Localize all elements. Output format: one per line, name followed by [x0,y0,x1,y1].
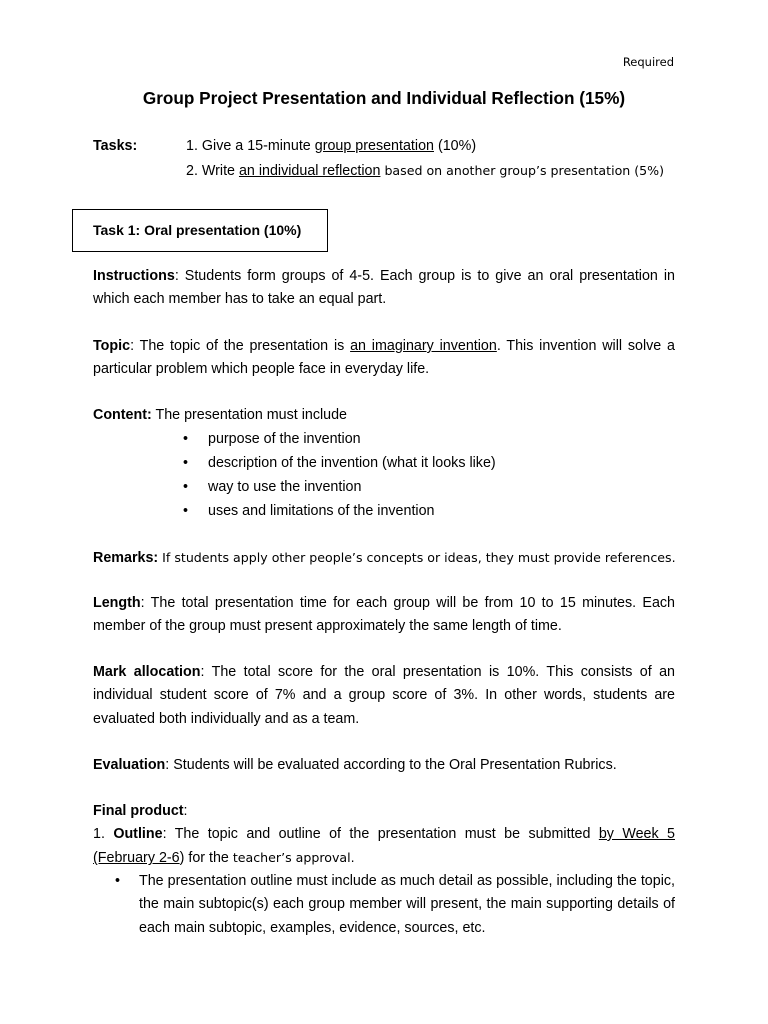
task1-box-label: Task 1: Oral presentation (10%) [93,222,302,238]
bullet-dot: • [183,503,189,519]
content-bullet-text: description of the invention (what it looks like) [208,455,496,471]
remarks-paragraph [93,546,676,570]
length-text: : The total presentation time for each group will be from 10 to 15 minutes. Each member of the group must present approximately the same length of time. [93,595,675,635]
topic-pre: : The topic of the presentation is [130,338,351,354]
tasks-heading: Tasks: [93,138,138,154]
outline-pre: : The topic and outline of the presentation must be submitted [162,826,599,842]
content-label: Content: [93,407,152,423]
content-paragraph [93,404,347,427]
task-2-prefix: 2. Write [186,163,239,179]
task1-box [72,209,328,252]
outline-number: 1. [93,826,114,842]
outline-label: Outline [113,826,163,842]
topic-link: an imaginary invention [350,338,497,354]
final-product-heading [93,800,188,823]
final-product-colon: : [183,803,188,819]
outline-paragraph [93,823,675,871]
length-paragraph [93,592,675,639]
content-text: The presentation must include [151,407,348,423]
outline-bullet-text: The presentation outline must include as much detail as possible, including the topic, the main subtopic(s) each group member will present, the main supporting details of each main subtopic, examples, evidence, sources, etc. [139,873,675,936]
evaluation-paragraph [93,754,617,777]
task-item-2 [186,159,664,183]
task-2-link: an individual reflection [238,163,381,179]
topic-post: . This invention will solve a particular problem which people face in everyday life. [93,338,676,378]
bullet-dot: • [183,431,189,447]
task-2-suffix: based on another group’s presentation (5%) [380,163,665,178]
mark-allocation-paragraph [93,661,675,731]
mark-allocation-text: : The total score for the oral presentation is 10%. This consists of an individual student score of 7% and a group score of 3%. In other words, students are evaluated both individually and as a team. [93,664,675,727]
bullet-dot: • [183,479,189,495]
task-1-suffix: (10%) [433,138,477,154]
content-bullet-text: uses and limitations of the invention [208,503,435,519]
content-bullet-text: way to use the invention [208,479,362,495]
task-1-link: group presentation [314,138,434,154]
outline-mid: ) for the [179,850,233,867]
instructions-label: Instructions [93,268,175,284]
remarks-label: Remarks: [93,550,159,566]
required-label: Required [622,55,674,69]
tasks-label [93,135,137,158]
page-title: Group Project Presentation and Individual Reflection (15%) [142,88,626,108]
instructions-text: : Students form groups of 4-5. Each group is to give an oral presentation in which each member has to take an equal part. [93,268,675,308]
bullet-dot: • [115,873,121,889]
length-label: Length [93,595,141,611]
remarks-text: If students apply other people’s concepts or ideas, they must provide references. [158,550,676,565]
evaluation-text: : Students will be evaluated according to the Oral Presentation Rubrics. [165,757,617,773]
task-1-prefix: 1. Give a 15-minute [186,138,315,154]
task-item-1 [186,135,476,158]
outline-end: teacher’s approval. [232,850,355,866]
evaluation-label: Evaluation [93,757,166,773]
topic-paragraph [93,335,675,382]
final-product-label: Final product [93,803,184,819]
mark-allocation-label: Mark allocation [93,664,201,680]
instructions-paragraph [93,265,675,312]
outline-deadline: by Week 5 (February 2-6 [93,826,675,867]
topic-label: Topic [93,338,131,354]
bullet-dot: • [183,455,189,471]
content-bullet-text: purpose of the invention [208,431,361,447]
